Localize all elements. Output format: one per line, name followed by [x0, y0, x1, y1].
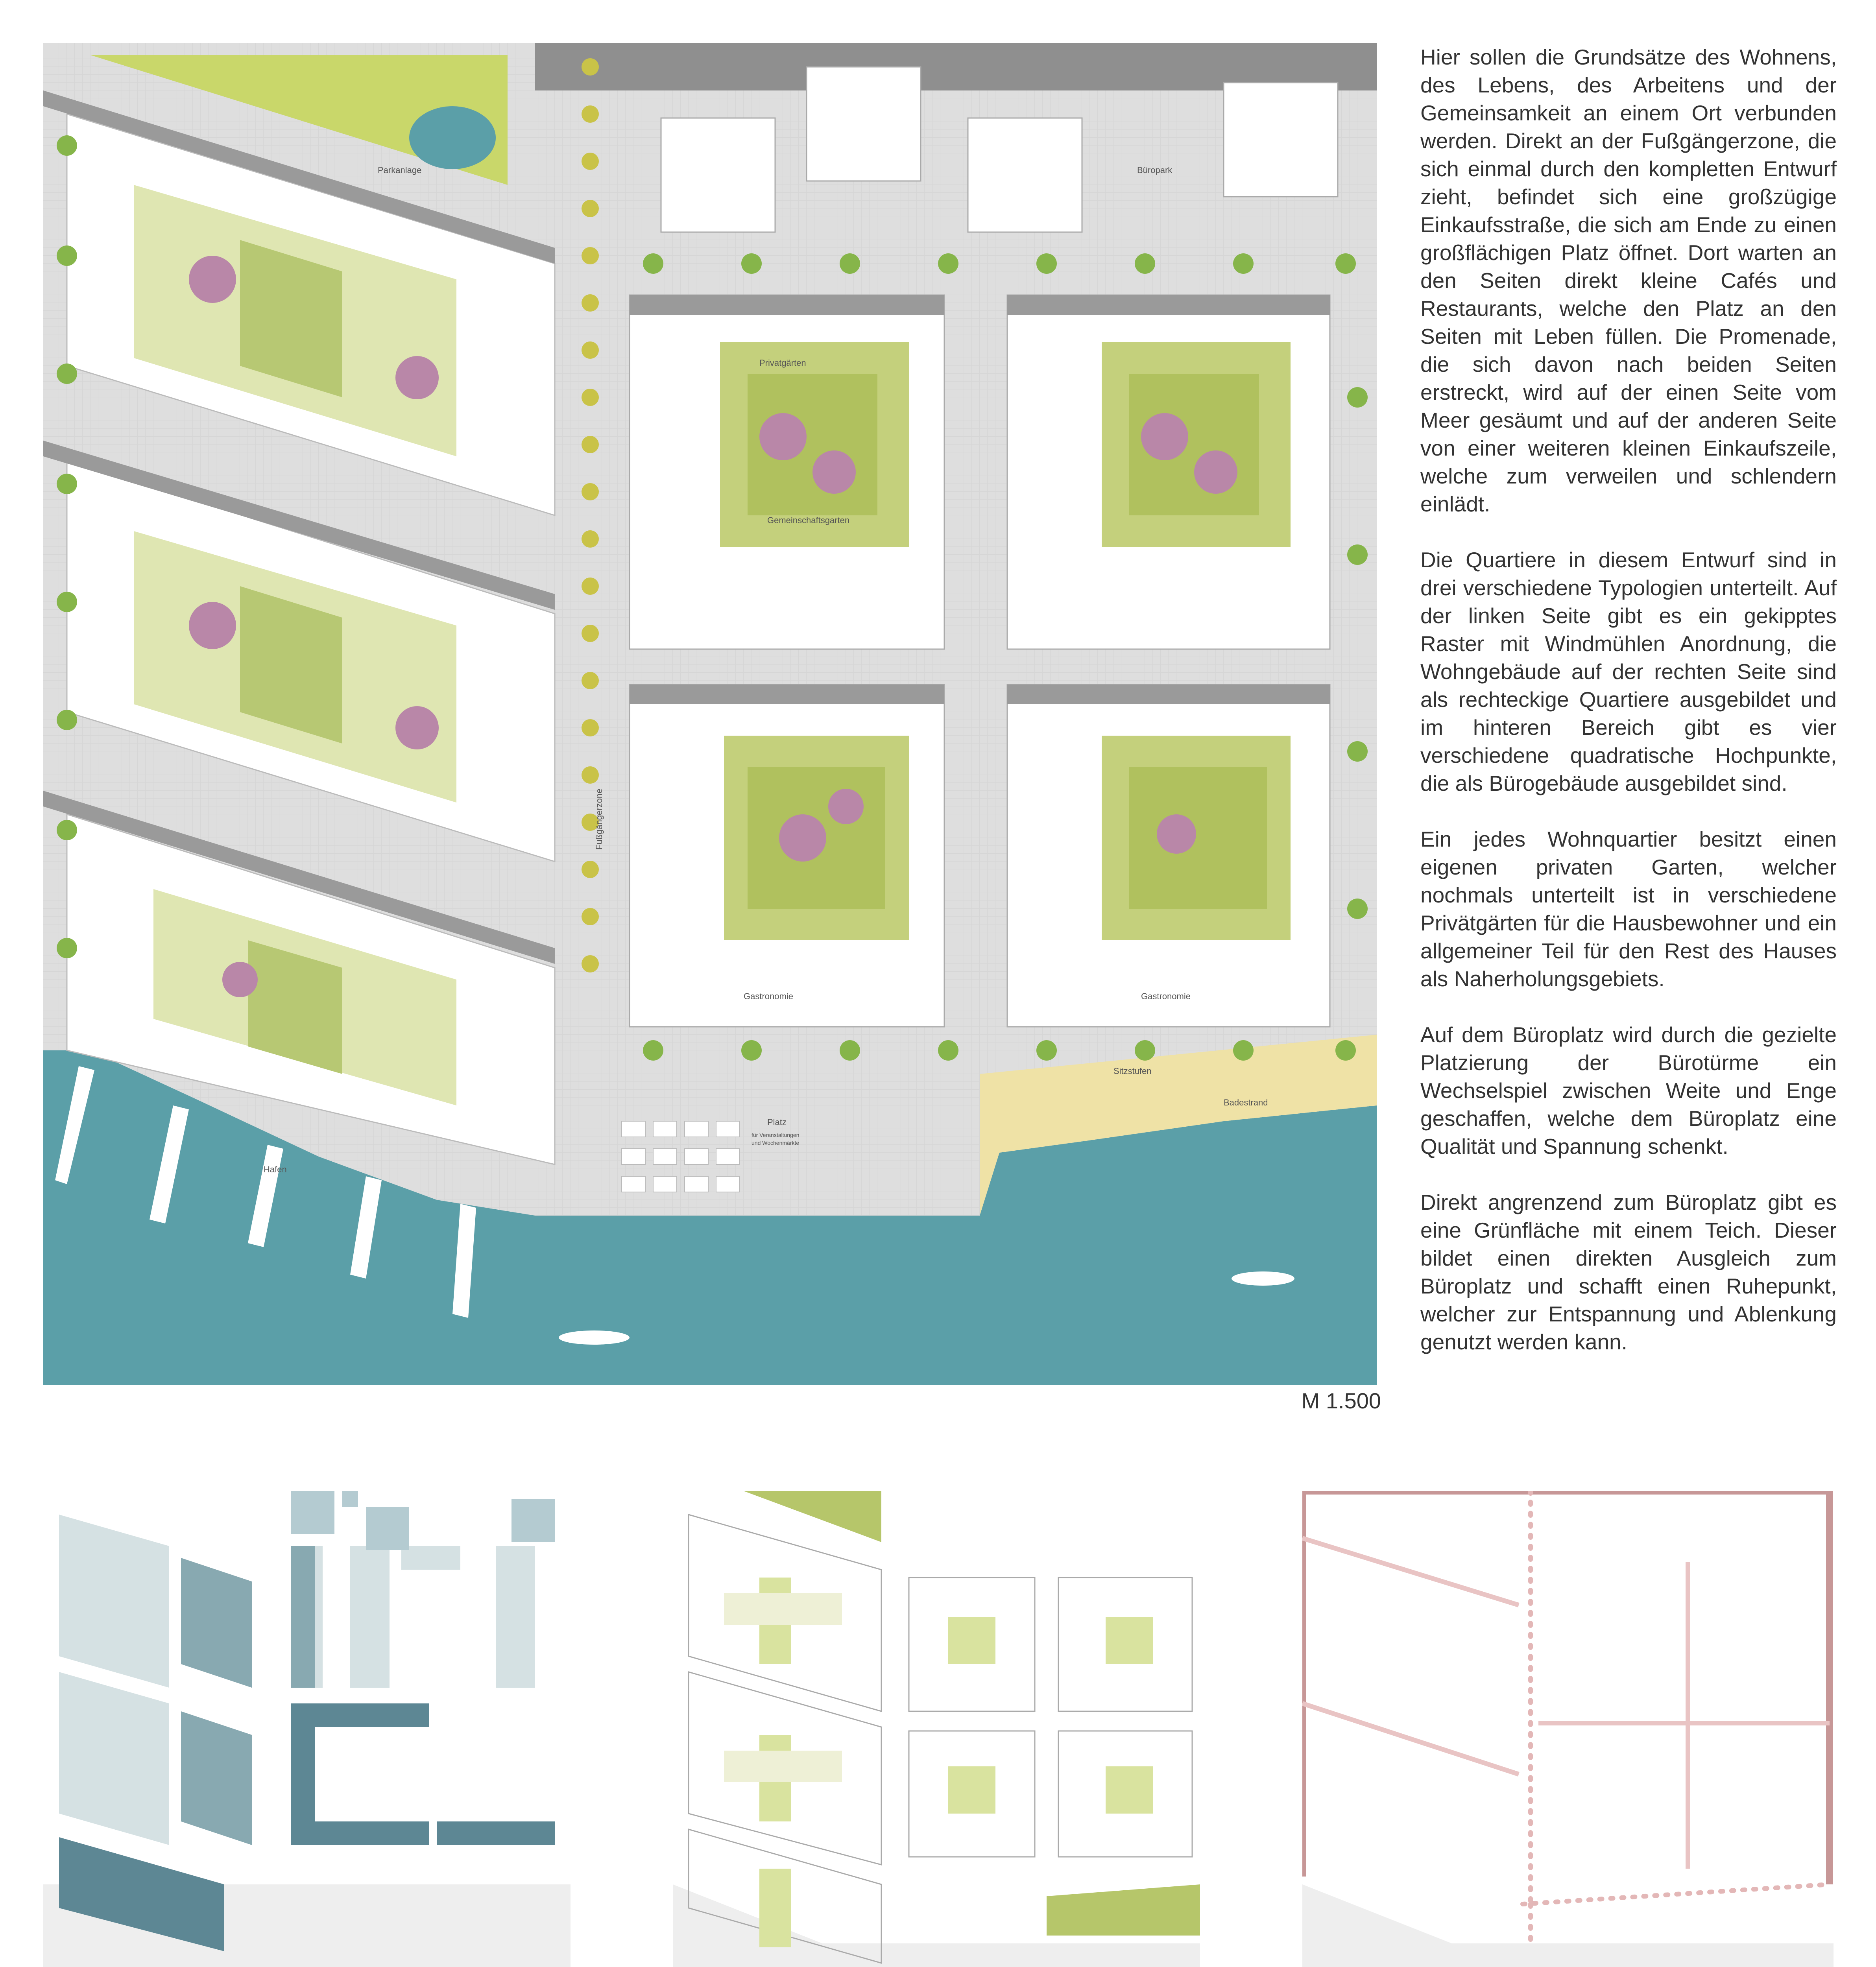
- green-diagram: [673, 1491, 1200, 1967]
- site-plan-drawing: [43, 43, 1377, 1385]
- label-privatgaerten: Privatgärten: [759, 358, 806, 368]
- paragraph: Hier sollen die Grundsätze des Wohnens, des Lebens, des Arbeitens und der Gemeinsamkeit an einem Ort verbunden werden. Direkt an der Fußgängerzone, die sich einmal durch den kompletten Entwurf zieht, befindet sich eine großzügige Einkaufsstraße, die sich am Ende zu einen großflächigen Platz öffnet. Dort warten an den Seiten direkt kleine Cafés und Restaurants, welche den Platz an den Seiten mit Leben füllen. Die Promenade, die sich davon nach beiden Seiten erstreckt, wird auf der einen Seite vom Meer gesäumt und auf der anderen Seite von einer weiteren kleinen Einkaufszeile, welche zum verweilen und schlendern einlädt.: [1420, 45, 1837, 516]
- boat: [1232, 1271, 1294, 1286]
- label-platz-sub2: und Wochenmärkte: [752, 1140, 800, 1146]
- usage-diagram: [43, 1491, 571, 1967]
- site-plan: [43, 43, 1377, 1385]
- label-parkanlage: Parkanlage: [378, 165, 422, 175]
- right-quarter-1: [630, 295, 944, 649]
- paragraph: Die Quartiere in diesem Entwurf sind in drei verschiedene Typologien unterteilt. Auf der linken Seite gibt es ein gekipptes Raster mit Windmühlen Anordnung, die Wohngebäude auf der rechten Seite sind als rechteckige Quartiere ausgebildet und im hinteren Bereich gibt es vier verschiedene quadratische Hochpunkte, die als Bürogebäude ausgebildet sind.: [1420, 548, 1837, 795]
- right-quarter-2: [1007, 295, 1330, 649]
- label-bueropark: Büropark: [1137, 165, 1172, 175]
- label-sitzstufen: Sitzstufen: [1113, 1066, 1152, 1076]
- label-platz: Platz: [767, 1117, 787, 1127]
- traffic-diagram: [1302, 1491, 1834, 1967]
- right-quarter-3: [630, 685, 944, 1027]
- label-fussgaengerzone: Fußgängerzone: [594, 788, 604, 850]
- description-text: [1420, 43, 1837, 1384]
- right-quarter-4: [1007, 685, 1330, 1027]
- boat: [559, 1330, 630, 1345]
- label-gastronomie-1: Gastronomie: [744, 991, 793, 1001]
- paragraph: Ein jedes Wohnquartier besitzt einen eigenen privaten Garten, welcher nochmals unterteilt ist in verschiedene Privätgärten für die Hausbewohner und ein allgemeiner Teil für den Rest des Hauses als Naherholungsgebiets.: [1420, 827, 1837, 991]
- label-hafen: Hafen: [264, 1164, 287, 1174]
- paragraph: Auf dem Büroplatz wird durch die gezielte Platzierung der Bürotürme ein Wechselspiel zwischen Weite und Enge geschaffen, welche dem Büroplatz eine Qualität und Spannung schenkt.: [1420, 1022, 1837, 1159]
- label-gastronomie-2: Gastronomie: [1141, 991, 1191, 1001]
- paragraph: Direkt angrenzend zum Büroplatz gibt es eine Grünfläche mit einem Teich. Dieser bildet einen direkten Ausgleich zum Büroplatz und schafft einen Ruhepunkt, welcher zur Entspannung und Ablenkung genutzt werden kann.: [1420, 1190, 1837, 1354]
- label-badestrand: Badestrand: [1224, 1098, 1268, 1107]
- scale-label: M 1.500: [1301, 1388, 1381, 1413]
- label-gemeinschaftsgarten: Gemeinschaftsgarten: [767, 515, 850, 525]
- pond: [409, 106, 496, 169]
- label-platz-sub1: für Veranstaltungen: [752, 1132, 800, 1138]
